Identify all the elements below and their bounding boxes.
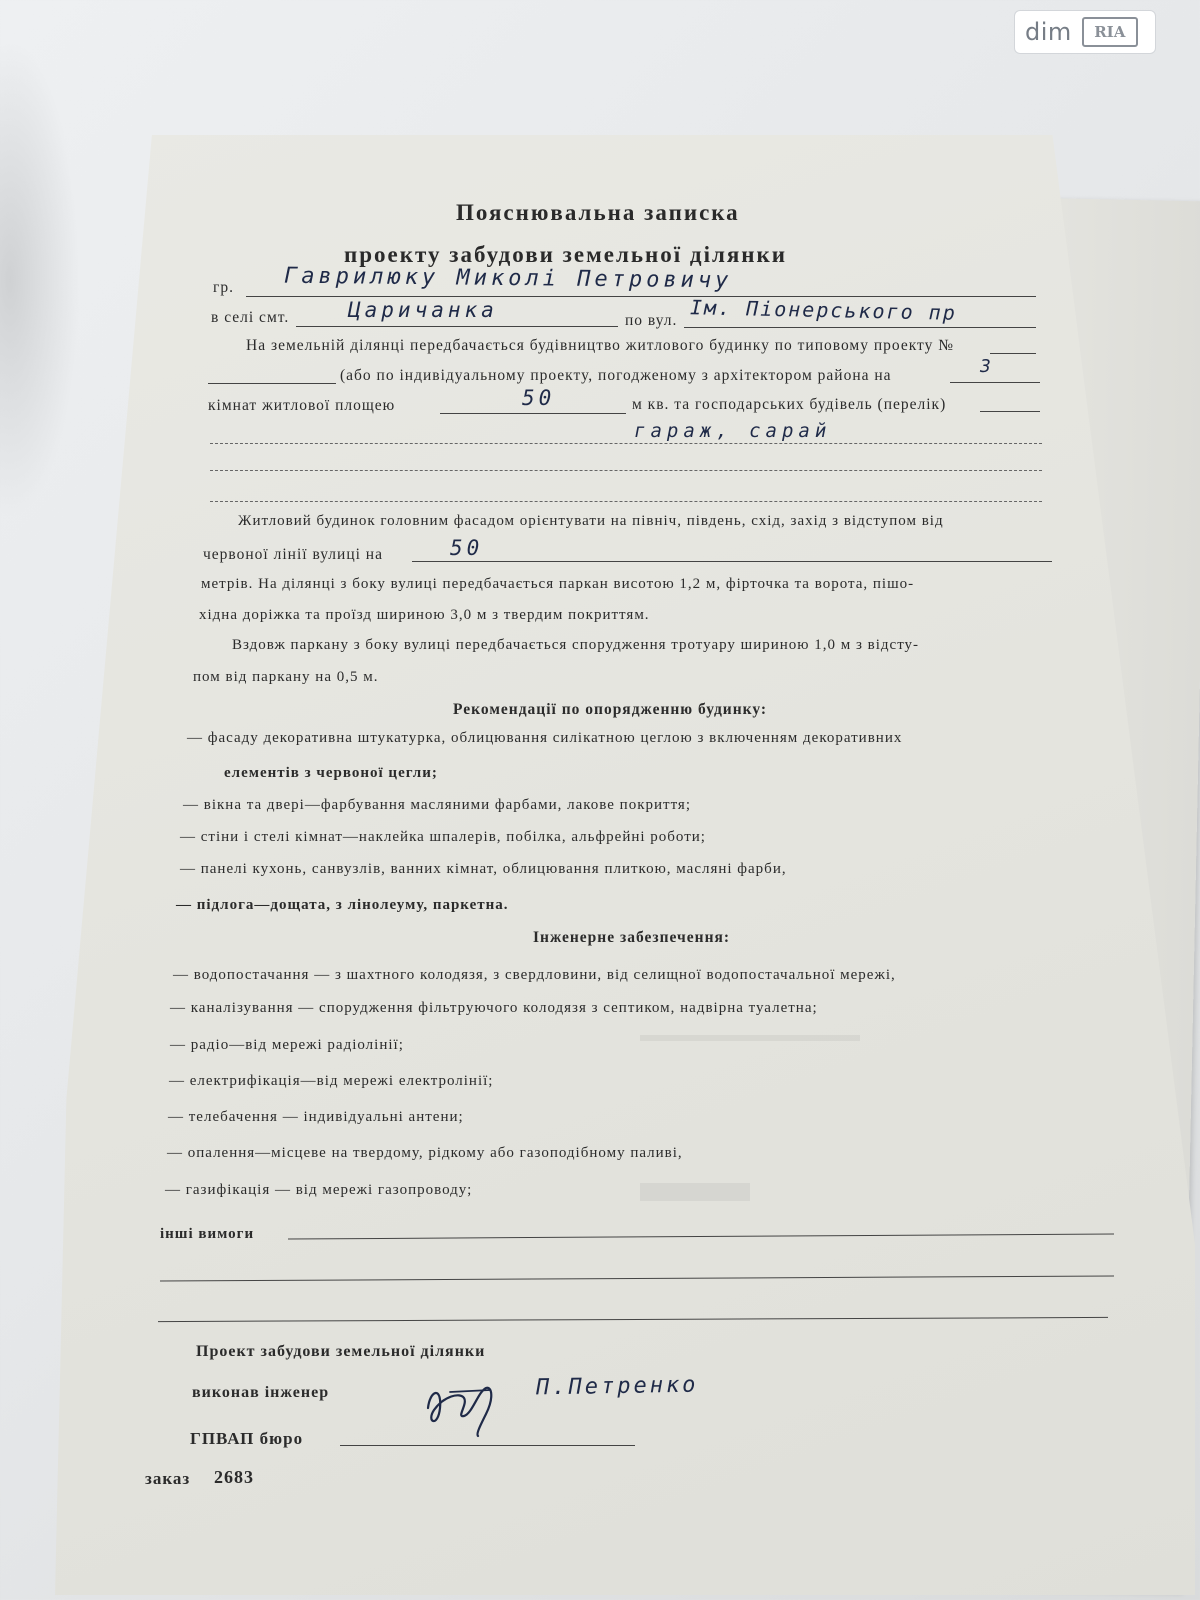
engineering-item: — каналізування — спорудження фільтруючого колодязя з септиком, надвірна туалетна;: [170, 1000, 818, 1016]
individual-project-line: (або по індивідуальному проекту, погодженому з архітектором района на: [340, 367, 892, 384]
outbuildings-line-1: [210, 443, 1042, 444]
project-line: На земельній ділянці передбачається будівництво житлового будинку по типовому проекту №: [246, 337, 955, 354]
label-village: в селі смт.: [211, 309, 290, 326]
document-title: Пояснювальна записка: [456, 200, 740, 225]
project-blank-underline: [208, 383, 336, 384]
finishing-item: — підлога—дощата, з лінолеуму, паркетна.: [176, 897, 509, 913]
engineering-item: — електрифікація—від мережі електролінії;: [169, 1073, 494, 1089]
engineering-item: — газифікація — від мережі газопроводу;: [165, 1182, 473, 1198]
outbuildings-line-3: [210, 501, 1042, 502]
watermark-dim-text: dim: [1025, 18, 1072, 46]
fence-line-1: метрів. На ділянці з боку вулиці передбачається паркан висотою 1,2 м, фірточка та ворота, пішо-: [201, 576, 915, 592]
engineering-item: — радіо—від мережі радіолінії;: [170, 1037, 404, 1053]
engineer-name-handwritten: П.Петренко: [535, 1372, 699, 1401]
outbuildings-line-2: [210, 470, 1042, 471]
watermark-ria-logo: RIA: [1082, 17, 1138, 47]
label-street: по вул.: [625, 312, 678, 329]
setback-underline: [412, 561, 1052, 562]
bureau-underline: [340, 1445, 635, 1446]
finishing-item: — вікна та двері—фарбування масляними фарбами, лакове покриття;: [183, 797, 691, 813]
sidewalk-line-1: Вздовж паркану з боку вулиці передбачається спорудження тротуару шириною 1,0 м з відсту-: [232, 637, 920, 653]
rooms-handwritten: 3: [980, 356, 995, 377]
orientation-line: Житловий будинок головним фасадом орієнтувати на північ, південь, схід, захід з відступом від: [238, 513, 944, 529]
engineering-item: — водопостачання — з шахтного колодязя, з свердловини, від селищної водопостачальної мережі,: [173, 967, 896, 983]
village-underline: [296, 326, 618, 327]
paper-stain: [640, 1035, 860, 1041]
owner-name-handwritten: Гаврилюку Миколі Петровичу: [283, 263, 733, 294]
area-label-a: кімнат житлової площею: [208, 397, 396, 414]
other-requirements-line-2: [160, 1276, 1114, 1282]
label-gr: гр.: [213, 279, 234, 296]
finishing-item: — панелі кухонь, санвузлів, ванних кімнат, облицювання плиткою, масляні фарби,: [180, 861, 787, 877]
finishing-item: елементів з червоної цегли;: [224, 765, 438, 781]
paper-stain: [640, 1183, 750, 1201]
area-underline: [440, 413, 626, 414]
area-label-b: м кв. та господарських будівель (перелік): [632, 396, 947, 413]
other-requirements-line-1: [288, 1233, 1114, 1239]
outbuildings-underline-a: [980, 411, 1040, 412]
owner-underline: [246, 296, 1036, 297]
finishing-heading: Рекомендації по опорядженню будинку:: [453, 701, 768, 718]
rooms-underline: [950, 382, 1040, 383]
engineering-item: — опалення—місцеве на твердому, рідкому або газоподібному паливі,: [167, 1145, 683, 1161]
engineering-heading: Інженерне забезпечення:: [533, 929, 731, 946]
engineer-signature: [420, 1378, 520, 1438]
street-handwritten: Ім. Піонерського пр: [689, 295, 958, 325]
sidewalk-line-2: пом від паркану на 0,5 м.: [193, 669, 379, 685]
outbuildings-handwritten: гараж, сарай: [634, 420, 832, 442]
fence-line-2: хідна доріжка та проїзд шириною 3,0 м з твердим покриттям.: [199, 607, 650, 623]
engineering-item: — телебачення — індивідуальні антени;: [168, 1109, 464, 1125]
footer-engineer-line: виконав інженер: [192, 1384, 330, 1401]
footer-project-line: Проект забудови земельної ділянки: [196, 1343, 486, 1360]
order-label: заказ: [145, 1469, 191, 1488]
other-requirements-label: інші вимоги: [160, 1226, 255, 1242]
finishing-item: — стіни і стелі кімнат—наклейка шпалерів, побілка, альфрейні роботи;: [180, 829, 706, 845]
footer-bureau-line: ГПВАП бюро: [190, 1429, 304, 1448]
red-line-label: червоної лінії вулиці на: [203, 546, 383, 563]
document-subtitle: проекту забудови земельної ділянки: [344, 242, 788, 267]
project-number-underline: [990, 353, 1036, 354]
order-number: 2683: [214, 1467, 254, 1487]
finishing-item: — фасаду декоративна штукатурка, облицювання силікатною цеглою з включенням декоративних: [187, 730, 903, 746]
street-underline: [684, 327, 1036, 328]
village-handwritten: Царичанка: [348, 298, 498, 322]
setback-handwritten: 50: [450, 536, 484, 560]
other-requirements-line-3: [158, 1317, 1108, 1322]
area-handwritten: 50: [522, 386, 556, 410]
